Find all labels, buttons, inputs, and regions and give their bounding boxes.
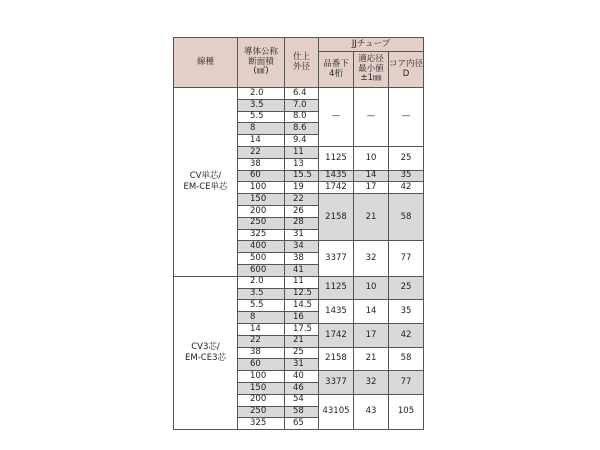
header-core-line2: D xyxy=(402,68,410,79)
tube-fit-cell: 17 xyxy=(354,182,389,194)
area-cell: 500 xyxy=(238,253,285,265)
header-area-line3: (㎟) xyxy=(253,66,269,77)
area-cell: 14 xyxy=(238,135,285,147)
header-area-line2: 断面積 xyxy=(248,56,274,67)
tube-fit-cell: 32 xyxy=(354,241,389,276)
header-fit-line3: ±1㎜ xyxy=(360,73,382,84)
tube-part-cell: 43105 xyxy=(319,394,354,429)
area-cell: 3.5 xyxy=(238,99,285,111)
area-cell: 250 xyxy=(238,217,285,229)
tube-part-cell: 1435 xyxy=(319,300,354,324)
tube-part-cell: 1125 xyxy=(319,146,354,170)
tube-part-cell: 3377 xyxy=(319,241,354,276)
header-part-line1: 品番下 xyxy=(323,58,349,69)
header-part xyxy=(319,52,354,88)
tube-part-cell: 2158 xyxy=(319,347,354,371)
table-row xyxy=(174,88,424,100)
area-cell: 100 xyxy=(238,371,285,383)
area-cell: 250 xyxy=(238,406,285,418)
tube-part-cell: — xyxy=(319,88,354,147)
tube-core-cell: 42 xyxy=(389,323,424,347)
tube-core-cell: 25 xyxy=(389,276,424,300)
header-fit-line2: 最小値 xyxy=(358,63,384,74)
tube-fit-cell: 17 xyxy=(354,323,389,347)
od-cell: 65 xyxy=(285,418,319,430)
od-cell: 54 xyxy=(285,394,319,406)
area-cell: 2.0 xyxy=(238,276,285,288)
od-cell: 58 xyxy=(285,406,319,418)
tube-fit-cell: 21 xyxy=(354,194,389,241)
tube-fit-cell: 10 xyxy=(354,146,389,170)
area-cell: 325 xyxy=(238,418,285,430)
od-cell: 11 xyxy=(285,276,319,288)
area-cell: 150 xyxy=(238,382,285,394)
wire-type-label: EM-CE3芯 xyxy=(185,352,226,363)
header-od-line2: 外径 xyxy=(292,61,310,72)
tube-fit-cell: 21 xyxy=(354,347,389,371)
od-cell: 40 xyxy=(285,371,319,383)
area-cell: 2.0 xyxy=(238,88,285,100)
header-part-line2: 4桁 xyxy=(329,68,343,79)
table-body xyxy=(174,88,424,430)
area-cell: 60 xyxy=(238,359,285,371)
tube-core-cell: 58 xyxy=(389,194,424,241)
area-cell: 100 xyxy=(238,182,285,194)
od-cell: 8.6 xyxy=(285,123,319,135)
area-cell: 14 xyxy=(238,323,285,335)
tube-part-cell: 1125 xyxy=(319,276,354,300)
od-cell: 9.4 xyxy=(285,135,319,147)
tube-part-cell: 1742 xyxy=(319,323,354,347)
od-cell: 14.5 xyxy=(285,300,319,312)
tube-core-cell: — xyxy=(389,88,424,147)
header-area xyxy=(238,38,285,88)
area-cell: 200 xyxy=(238,205,285,217)
header-fit xyxy=(354,52,389,88)
area-cell: 22 xyxy=(238,146,285,158)
header-core xyxy=(389,52,424,88)
wire-type-cell xyxy=(174,276,238,429)
tube-core-cell: 35 xyxy=(389,170,424,182)
tube-fit-cell: 14 xyxy=(354,170,389,182)
area-cell: 8 xyxy=(238,312,285,324)
tube-core-cell: 42 xyxy=(389,182,424,194)
tube-fit-cell: 43 xyxy=(354,394,389,429)
tube-part-cell: 3377 xyxy=(319,371,354,395)
area-cell: 38 xyxy=(238,347,285,359)
od-cell: 11 xyxy=(285,146,319,158)
area-cell: 5.5 xyxy=(238,300,285,312)
area-cell: 22 xyxy=(238,335,285,347)
tube-core-cell: 25 xyxy=(389,146,424,170)
area-cell: 600 xyxy=(238,264,285,276)
area-cell: 200 xyxy=(238,394,285,406)
od-cell: 25 xyxy=(285,347,319,359)
tube-core-cell: 35 xyxy=(389,300,424,324)
od-cell: 6.4 xyxy=(285,88,319,100)
od-cell: 15.5 xyxy=(285,170,319,182)
tube-fit-cell: 10 xyxy=(354,276,389,300)
od-cell: 13 xyxy=(285,158,319,170)
od-cell: 26 xyxy=(285,205,319,217)
header-wire-type: 線種 xyxy=(174,38,238,88)
area-cell: 5.5 xyxy=(238,111,285,123)
wire-type-cell xyxy=(174,88,238,277)
header-core-line1: コア内径 xyxy=(389,58,424,69)
od-cell: 16 xyxy=(285,312,319,324)
header-od xyxy=(285,38,319,88)
tube-fit-cell: 32 xyxy=(354,371,389,395)
header-od-line1: 仕上 xyxy=(292,51,310,62)
od-cell: 21 xyxy=(285,335,319,347)
area-cell: 150 xyxy=(238,194,285,206)
od-cell: 8.0 xyxy=(285,111,319,123)
od-cell: 34 xyxy=(285,241,319,253)
od-cell: 28 xyxy=(285,217,319,229)
tube-part-cell: 2158 xyxy=(319,194,354,241)
area-cell: 3.5 xyxy=(238,288,285,300)
tube-core-cell: 77 xyxy=(389,371,424,395)
header-area-line1: 導体公称 xyxy=(243,46,278,57)
tube-core-cell: 105 xyxy=(389,394,424,429)
area-cell: 400 xyxy=(238,241,285,253)
tube-core-cell: 77 xyxy=(389,241,424,276)
od-cell: 46 xyxy=(285,382,319,394)
cable-spec-table xyxy=(173,37,424,430)
header-jj-tube: JJチューブ xyxy=(319,38,424,52)
wire-type-label: CV単芯/ xyxy=(189,170,222,181)
od-cell: 19 xyxy=(285,182,319,194)
area-cell: 60 xyxy=(238,170,285,182)
wire-type-label: EM-CE単芯 xyxy=(183,181,228,192)
od-cell: 12.5 xyxy=(285,288,319,300)
od-cell: 22 xyxy=(285,194,319,206)
tube-fit-cell: 14 xyxy=(354,300,389,324)
od-cell: 31 xyxy=(285,229,319,241)
od-cell: 17.5 xyxy=(285,323,319,335)
tube-part-cell: 1742 xyxy=(319,182,354,194)
area-cell: 38 xyxy=(238,158,285,170)
table-row xyxy=(174,276,424,288)
od-cell: 31 xyxy=(285,359,319,371)
od-cell: 7.0 xyxy=(285,99,319,111)
wire-type-label: CV3芯/ xyxy=(191,341,220,352)
tube-core-cell: 58 xyxy=(389,347,424,371)
area-cell: 8 xyxy=(238,123,285,135)
tube-fit-cell: — xyxy=(354,88,389,147)
od-cell: 41 xyxy=(285,264,319,276)
header-fit-line1: 適応径 xyxy=(358,53,384,64)
od-cell: 38 xyxy=(285,253,319,265)
tube-part-cell: 1435 xyxy=(319,170,354,182)
area-cell: 325 xyxy=(238,229,285,241)
